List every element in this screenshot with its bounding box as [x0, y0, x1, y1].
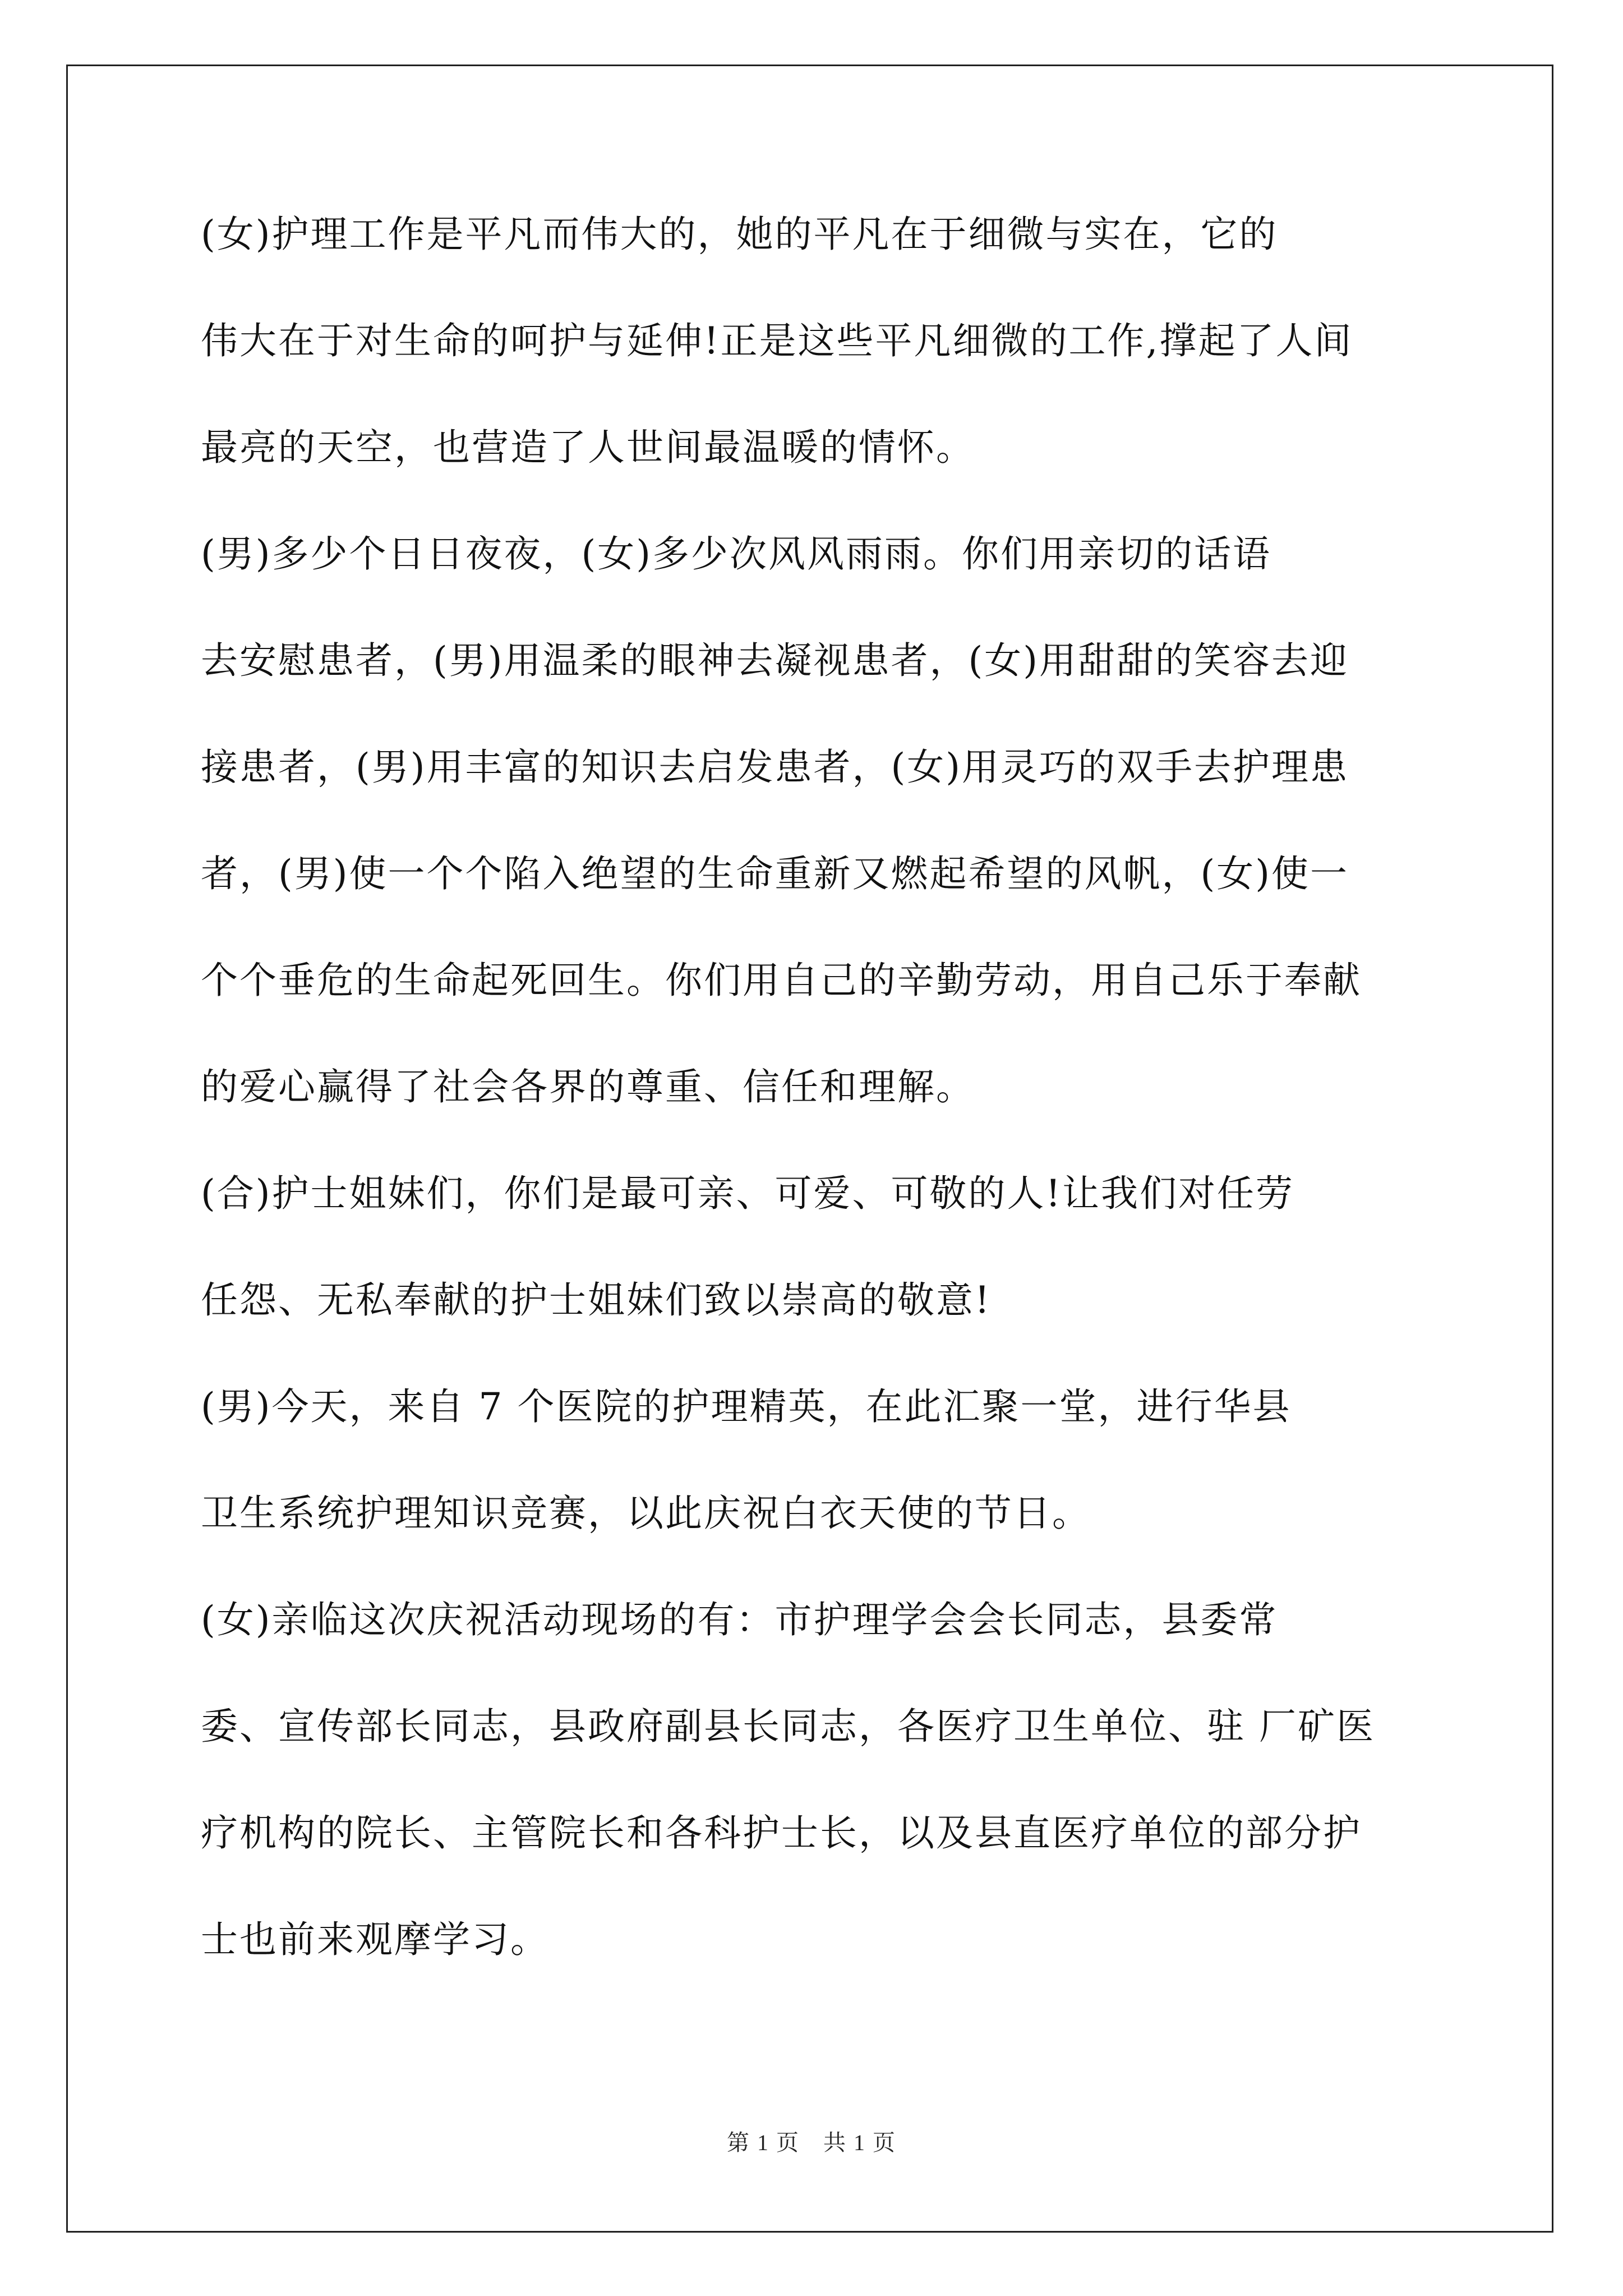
paragraph-4	[201, 1380, 1435, 1540]
page-number-footer: 第 1 页 共 1 页	[727, 2130, 896, 2155]
text-line: (男)今天，来自 7 个医院的护理精英，在此汇聚一堂，进行华县	[201, 1385, 1292, 1428]
text-line: 委、宣传部长同志，县政府副县长同志，各医疗卫生单位、驻 厂矿医	[201, 1705, 1375, 1748]
paragraph-5	[201, 1593, 1435, 1967]
paragraph-3	[201, 1167, 1435, 1327]
text-line: 任怨、无私奉献的护士姐妹们致以崇高的敬意!	[201, 1278, 992, 1322]
document-body	[201, 208, 1435, 2019]
paragraph-1	[201, 208, 1435, 475]
text-line: 卫生系统护理知识竞赛，以此庆祝白衣天使的节日。	[201, 1492, 1091, 1535]
text-line: 疗机构的院长、主管院长和各科护士长，以及县直医疗单位的部分护	[201, 1811, 1362, 1855]
text-line: 接患者，(男)用丰富的知识去启发患者，(女)用灵巧的双手去护理患	[201, 746, 1349, 789]
text-line: 最亮的天空，也营造了人世间最温暖的情怀。	[201, 426, 975, 469]
text-line: 个个垂危的生命起死回生。你们用自己的辛勤劳动，用自己乐于奉献	[201, 959, 1362, 1002]
text-line: (女)护理工作是平凡而伟大的，她的平凡在于细微与实在，它的	[201, 213, 1278, 256]
text-line: (女)亲临这次庆祝活动现场的有：市护理学会会长同志，县委常	[201, 1598, 1278, 1641]
text-line: (男)多少个日日夜夜，(女)多少次风风雨雨。你们用亲切的话语	[201, 532, 1271, 576]
text-line: 士也前来观摩学习。	[201, 1918, 549, 1961]
text-line: 的爱心赢得了社会各界的尊重、信任和理解。	[201, 1065, 975, 1108]
text-line: (合)护士姐妹们，你们是最可亲、可爱、可敬的人!让我们对任劳	[201, 1172, 1295, 1215]
text-line: 者，(男)使一个个陷入绝望的生命重新又燃起希望的风帆，(女)使一	[201, 852, 1349, 895]
text-line: 伟大在于对生命的呵护与延伸!正是这些平凡细微的工作,撑起了人间	[201, 319, 1353, 362]
paragraph-2	[201, 527, 1435, 1114]
text-line: 去安慰患者，(男)用温柔的眼神去凝视患者，(女)用甜甜的笑容去迎	[201, 639, 1349, 682]
